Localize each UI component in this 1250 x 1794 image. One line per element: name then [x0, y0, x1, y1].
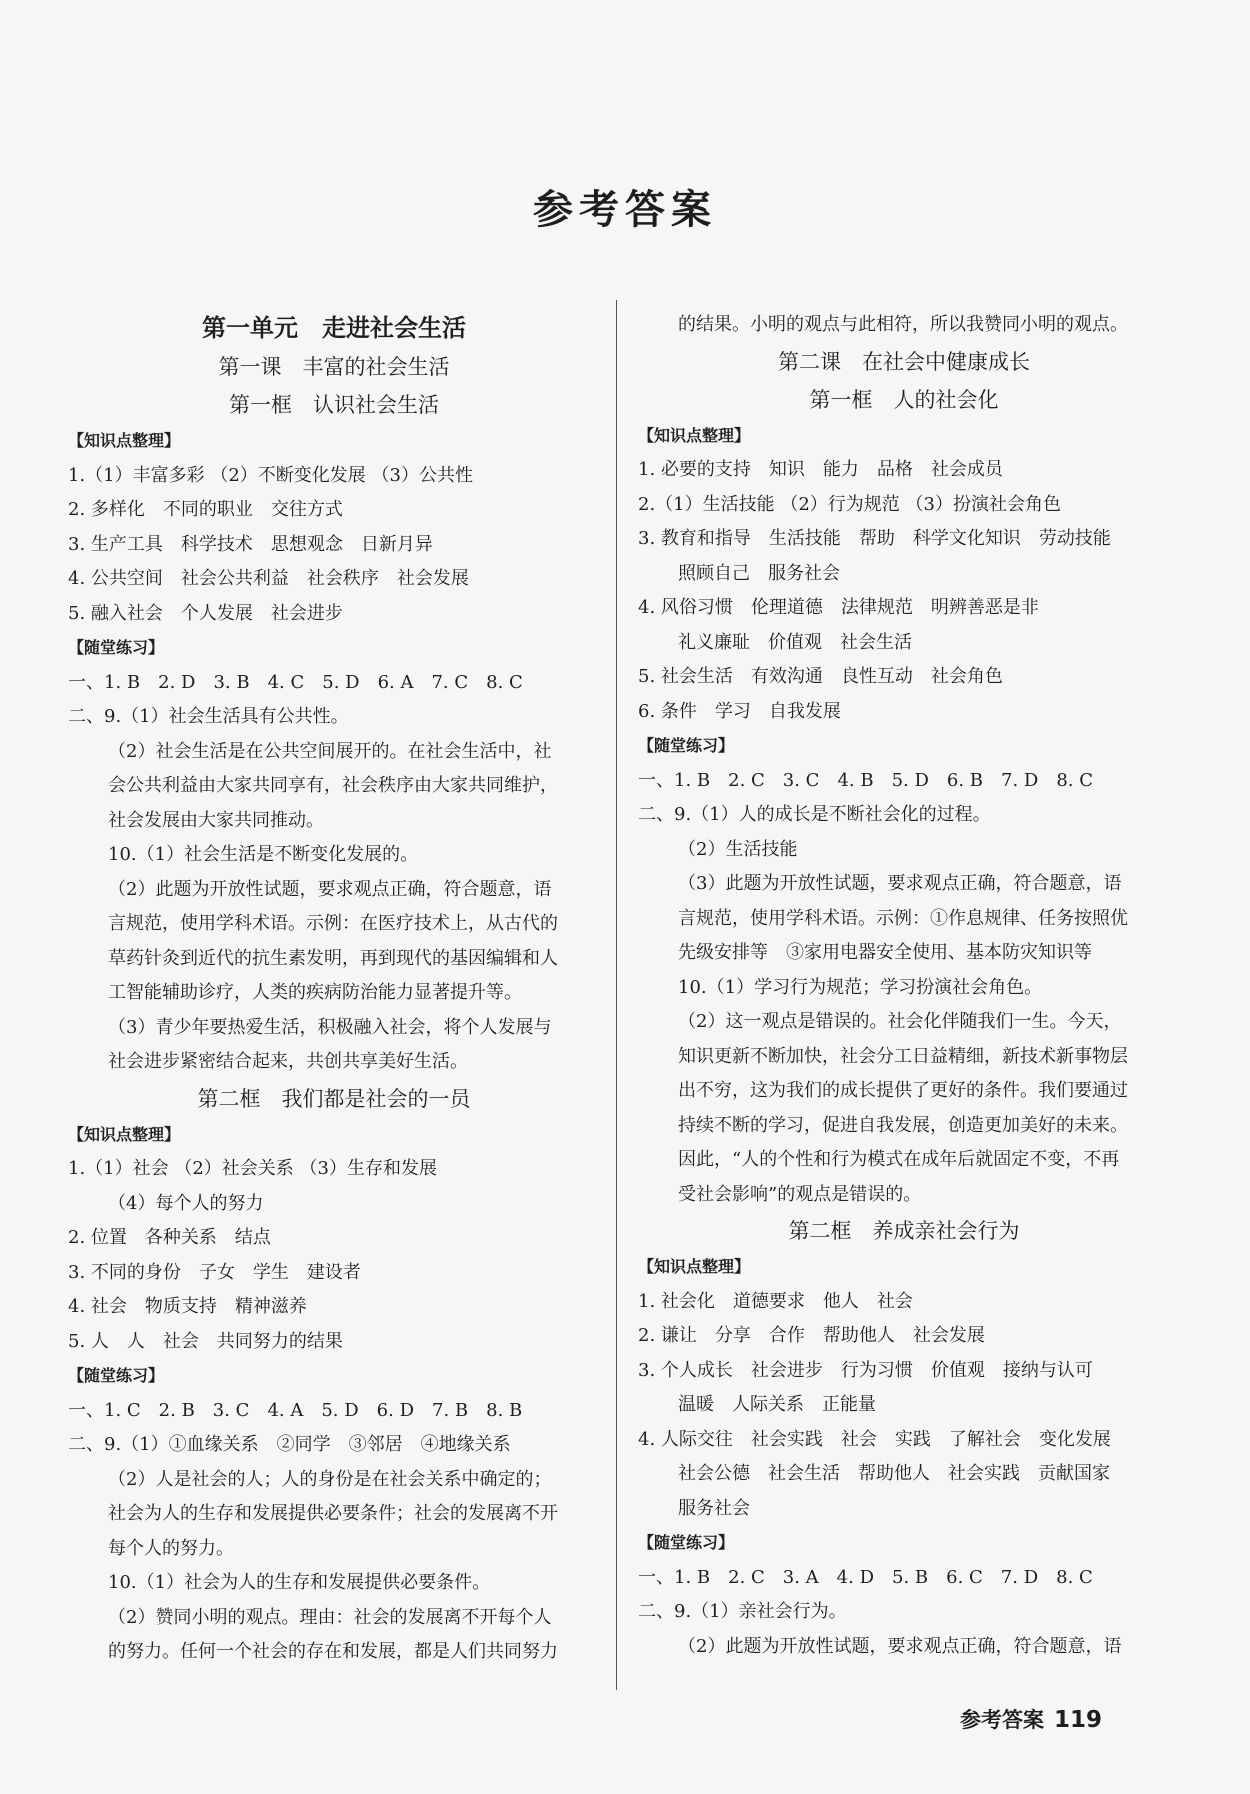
answer-line: 4. 公共空间 社会公共利益 社会秩序 社会发展	[68, 568, 469, 589]
answer-line-indented: 礼义廉耻 价值观 社会生活	[678, 631, 912, 653]
answer-line-indented: 言规范，使用学科术语。示例：在医疗技术上，从古代的	[108, 913, 558, 934]
answer-line-indented: 社会公德 社会生活 帮助他人 社会实践 贡献国家	[678, 1463, 1110, 1484]
answer-line: 一、1. B 2. C 3. C 4. B 5. D 6. B 7. D 8. C	[638, 769, 1094, 791]
unit-heading: 第一单元 走进社会生活	[202, 313, 466, 342]
answer-line-indented: 知识更新不断加快，社会分工日益精细，新技术新事物层	[678, 1045, 1128, 1067]
answer-line: 一、1. C 2. B 3. C 4. A 5. D 6. D 7. B 8. B	[68, 1399, 523, 1421]
answer-line-indented: 10.（1）社会生活是不断变化发展的。	[108, 844, 419, 865]
answer-line: 一、1. B 2. D 3. B 4. C 5. D 6. A 7. C 8. C	[68, 671, 523, 693]
answer-line-indented: 受社会影响”的观点是错误的。	[678, 1183, 922, 1205]
answer-line-indented: 的努力。任何一个社会的存在和发展，都是人们共同努力	[108, 1641, 558, 1662]
answer-line-indented: 服务社会	[678, 1497, 750, 1519]
answer-line: 1. 必要的支持 知识 能力 品格 社会成员	[638, 459, 1003, 480]
answer-line-indented: 温暖 人际关系 正能量	[678, 1394, 876, 1415]
answer-line: 一、1. B 2. C 3. A 4. D 5. B 6. C 7. D 8. C	[638, 1566, 1093, 1588]
frame-heading: 第二框 养成亲社会行为	[788, 1219, 1020, 1243]
section-label: 【随堂练习】	[638, 736, 735, 755]
answer-line-indented: 社会为人的生存和发展提供必要条件；社会的发展离不开	[108, 1503, 558, 1524]
answer-line: 2. 谦让 分享 合作 帮助他人 社会发展	[638, 1325, 985, 1346]
answer-line: 二、9.（1）社会生活具有公共性。	[68, 706, 349, 727]
answer-line-indented: （2）生活技能	[678, 838, 798, 860]
answer-line: 二、9.（1）亲社会行为。	[638, 1601, 847, 1622]
answer-line: 3. 教育和指导 生活技能 帮助 科学文化知识 劳动技能	[638, 528, 1111, 549]
page-number: 119	[1054, 1707, 1103, 1733]
page-title: 参考答案	[533, 186, 717, 233]
answer-line-indented: 每个人的努力。	[108, 1537, 234, 1559]
section-label: 【随堂练习】	[68, 1366, 165, 1385]
answer-line: 3. 个人成长 社会进步 行为习惯 价值观 接纳与认可	[638, 1359, 1093, 1381]
lesson-heading: 第二课 在社会中健康成长	[778, 349, 1030, 374]
answer-line: 4. 社会 物质支持 精神滋养	[68, 1296, 307, 1317]
answer-line: 6. 条件 学习 自我发展	[638, 700, 841, 722]
answer-line-indented: 10.（1）社会为人的生存和发展提供必要条件。	[108, 1572, 491, 1593]
answer-line-indented: 工智能辅助诊疗，人类的疾病防治能力显著提升等。	[108, 982, 522, 1003]
answer-line-indented: （3）此题为开放性试题，要求观点正确，符合题意，语	[678, 873, 1122, 894]
answer-line: 2.（1）生活技能 （2）行为规范 （3）扮演社会角色	[638, 493, 1061, 515]
answer-line: 1.（1）丰富多彩 （2）不断变化发展 （3）公共性	[68, 464, 473, 486]
answer-line-indented: 出不穷，这为我们的成长提供了更好的条件。我们要通过	[678, 1080, 1128, 1101]
answer-line: 二、9.（1）①血缘关系 ②同学 ③邻居 ④地缘关系	[68, 1434, 511, 1455]
section-label: 【知识点整理】	[68, 1124, 181, 1144]
left-column	[68, 308, 600, 1670]
answer-line-indented: 照顾自己 服务社会	[678, 562, 840, 584]
answer-line: 3. 不同的身份 子女 学生 建设者	[68, 1261, 361, 1283]
answer-line: 2. 多样化 不同的职业 交往方式	[68, 499, 343, 520]
section-label: 【知识点整理】	[638, 1257, 751, 1276]
answer-line: 4. 风俗习惯 伦理道德 法律规范 明辨善恶是非	[638, 597, 1039, 618]
answer-line-indented: （4）每个人的努力	[108, 1192, 264, 1214]
frame-heading: 第一框 认识社会生活	[229, 393, 439, 417]
lesson-heading: 第一课 丰富的社会生活	[218, 355, 450, 379]
answer-line-indented: （2）此题为开放性试题，要求观点正确，符合题意，语	[678, 1635, 1122, 1657]
answer-line: 5. 融入社会 个人发展 社会进步	[68, 602, 343, 624]
answer-line-indented: 持续不断的学习，促进自我发展，创造更加美好的未来。	[678, 1114, 1128, 1136]
page-footer	[960, 1704, 1102, 1734]
answer-line-indented: 因此，“人的个性和行为模式在成年后就固定不变，不再	[678, 1149, 1120, 1170]
frame-heading: 第一框 人的社会化	[809, 387, 999, 412]
column-divider	[616, 300, 617, 1690]
answer-line: 1. 社会化 道德要求 他人 社会	[638, 1290, 913, 1312]
answer-line: 1.（1）社会 （2）社会关系 （3）生存和发展	[68, 1158, 437, 1179]
answer-line: 5. 社会生活 有效沟通 良性互动 社会角色	[638, 666, 1003, 687]
answer-line-indented: （2）社会生活是在公共空间展开的。在社会生活中，社	[108, 740, 552, 762]
answer-line: 4. 人际交往 社会实践 社会 实践 了解社会 变化发展	[638, 1428, 1111, 1450]
answer-line-indented: 的结果。小明的观点与此相符，所以我赞同小明的观点。	[678, 314, 1128, 335]
answer-line: 2. 位置 各种关系 结点	[68, 1227, 271, 1248]
section-label: 【知识点整理】	[68, 431, 181, 450]
answer-line-indented: 会公共利益由大家共同享有，社会秩序由大家共同维护，	[108, 775, 558, 796]
frame-heading: 第二框 我们都是社会的一员	[197, 1086, 471, 1111]
answer-line-indented: 社会进步紧密结合起来，共创共享美好生活。	[108, 1051, 468, 1072]
section-label: 【知识点整理】	[638, 425, 751, 445]
answer-line-indented: （2）赞同小明的观点。理由：社会的发展离不开每个人	[108, 1606, 552, 1628]
answer-line: 二、9.（1）人的成长是不断社会化的过程。	[638, 804, 991, 825]
answer-line-indented: 先级安排等 ③家用电器安全使用、基本防灾知识等	[678, 942, 1092, 963]
answer-line: 3. 生产工具 科学技术 思想观念 日新月异	[68, 533, 433, 555]
answer-line-indented: （2）人是社会的人；人的身份是在社会关系中确定的；	[108, 1468, 552, 1490]
answer-line-indented: 草药针灸到近代的抗生素发明，再到现代的基因编辑和人	[108, 947, 558, 969]
answer-line-indented: （2）此题为开放性试题，要求观点正确，符合题意，语	[108, 878, 552, 900]
section-label: 【随堂练习】	[68, 638, 165, 657]
answer-line-indented: 言规范，使用学科术语。示例：①作息规律、任务按照优	[678, 907, 1128, 929]
answer-line-indented: 社会发展由大家共同推动。	[108, 809, 324, 831]
right-column	[638, 308, 1170, 1664]
answer-line-indented: 10.（1）学习行为规范；学习扮演社会角色。	[678, 976, 1043, 998]
answer-line-indented: （3）青少年要热爱生活，积极融入社会，将个人发展与	[108, 1016, 552, 1038]
answer-line-indented: （2）这一观点是错误的。社会化伴随我们一生。今天，	[678, 1011, 1122, 1032]
section-label: 【随堂练习】	[638, 1533, 735, 1552]
footer-label: 参考答案	[960, 1708, 1044, 1732]
answer-line: 5. 人 人 社会 共同努力的结果	[68, 1330, 343, 1352]
